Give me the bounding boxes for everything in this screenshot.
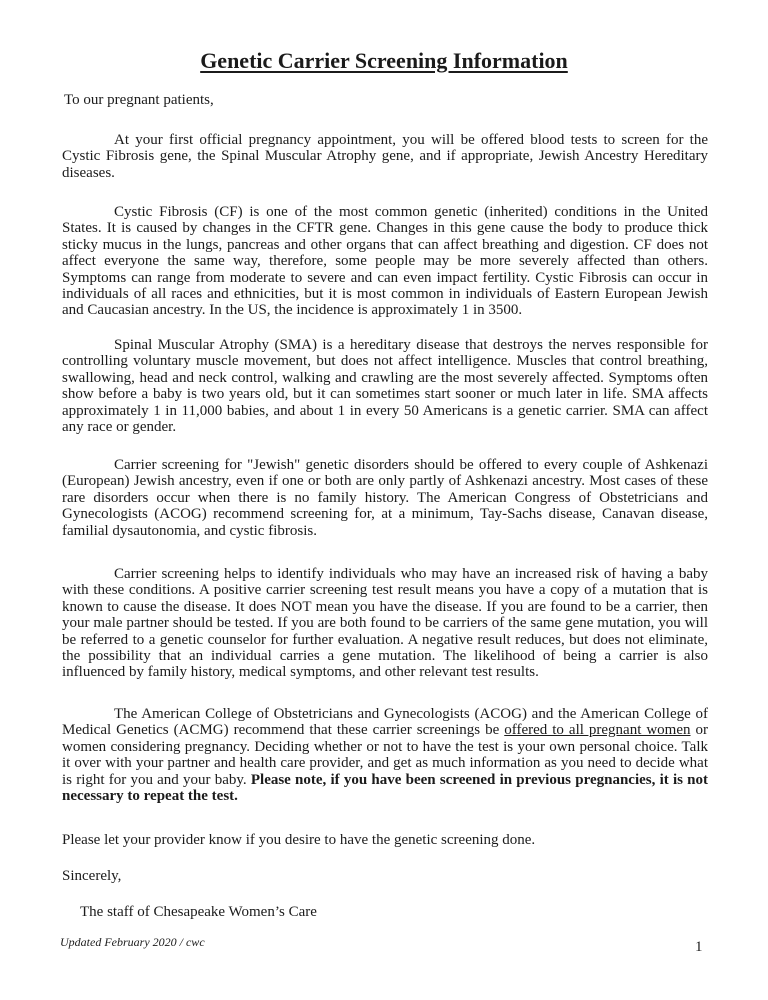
- paragraph-acog-acmg-recommendation: [62, 706, 708, 804]
- underlined-text: offered to all pregnant women: [504, 722, 691, 739]
- salutation: To our pregnant patients,: [64, 92, 214, 108]
- paragraph-text: or women considering pregnancy. Deciding whether or not to have the test is your own personal choice. Talk it over with your partner and health care provider, and get as much information as you need to decide what is right for you and your baby.: [62, 722, 708, 788]
- sign-off: Sincerely,: [62, 868, 122, 884]
- paragraph-screening-intro: At your first official pregnancy appointment, you will be offered blood tests to screen for the Cystic Fibrosis gene, the Spinal Muscular Atrophy gene, and if appropriate, Jewish Ancestry Hereditary diseases.: [62, 132, 708, 181]
- page-number: 1: [695, 939, 703, 955]
- page-title: Genetic Carrier Screening Information: [200, 48, 568, 73]
- bold-note: Please note, if you have been screened in previous pregnancies, it is not necessary to repeat the test.: [62, 771, 708, 805]
- signature: The staff of Chesapeake Women’s Care: [80, 904, 317, 920]
- paragraph-cystic-fibrosis: Cystic Fibrosis (CF) is one of the most common genetic (inherited) conditions in the United States. It is caused by changes in the CFTR gene. Changes in this gene cause the body to produce thick sticky mucus in the lungs, pancreas and other organs that can affect breathing and digestion. CF does not affect everyone the same way, therefore, some people may be more severely affected than others. Symptoms can range from moderate to severe and can even impact fertility. Cystic Fibrosis can occur in individuals of all races and ethnicities, but it is most common in individuals of Eastern European Jewish and Caucasian ancestry. In the US, the incidence is approximately 1 in 3500.: [62, 204, 708, 319]
- paragraph-carrier-screening: Carrier screening helps to identify individuals who may have an increased risk of having a baby with these conditions. A positive carrier screening test result means you have a copy of a mutation that is known to cause the disease. It does NOT mean you have the disease. If you are found to be a carrier, then your male partner should be tested. If you are both found to be carriers of the same gene mutation, you will be referred to a genetic counselor for further evaluation. A negative result reduces, but does not eliminate, the possibility that an individual carries a gene mutation. The likelihood of being a carrier is also influenced by family history, medical symptoms, and other relevant test results.: [62, 566, 708, 681]
- closing-request: Please let your provider know if you desire to have the genetic screening done.: [62, 832, 536, 848]
- paragraph-jewish-genetic-disorders: Carrier screening for "Jewish" genetic disorders should be offered to every couple of Ashkenazi (European) Jewish ancestry, even if one or both are only partly of Ashkenazi ancestry. Most cases of these rare disorders occur when there is no family history. The American Congress of Obstetricians and Gynecologists (ACOG) recommend screening for, at a minimum, Tay-Sachs disease, Canavan disease, familial dysautonomia, and cystic fibrosis.: [62, 457, 708, 539]
- paragraph-text: The American College of Obstetricians and Gynecologists (ACOG) and the American College of Medical Genetics (ACMG) recommend that these carrier screenings be: [62, 706, 708, 739]
- paragraph-spinal-muscular-atrophy: Spinal Muscular Atrophy (SMA) is a hereditary disease that destroys the nerves responsible for controlling voluntary muscle movement, but does not affect intelligence. Muscles that control breathing, swallowing, head and neck control, walking and crawling are the most severely affected. Symptoms often show before a baby is two years old, but it can sometimes start sooner or much later in life. SMA affects approximately 1 in 11,000 babies, and about 1 in every 50 Americans is a genetic carrier. SMA can affect any race or gender.: [62, 337, 708, 436]
- footer-updated: Updated February 2020 / cwc: [60, 935, 205, 949]
